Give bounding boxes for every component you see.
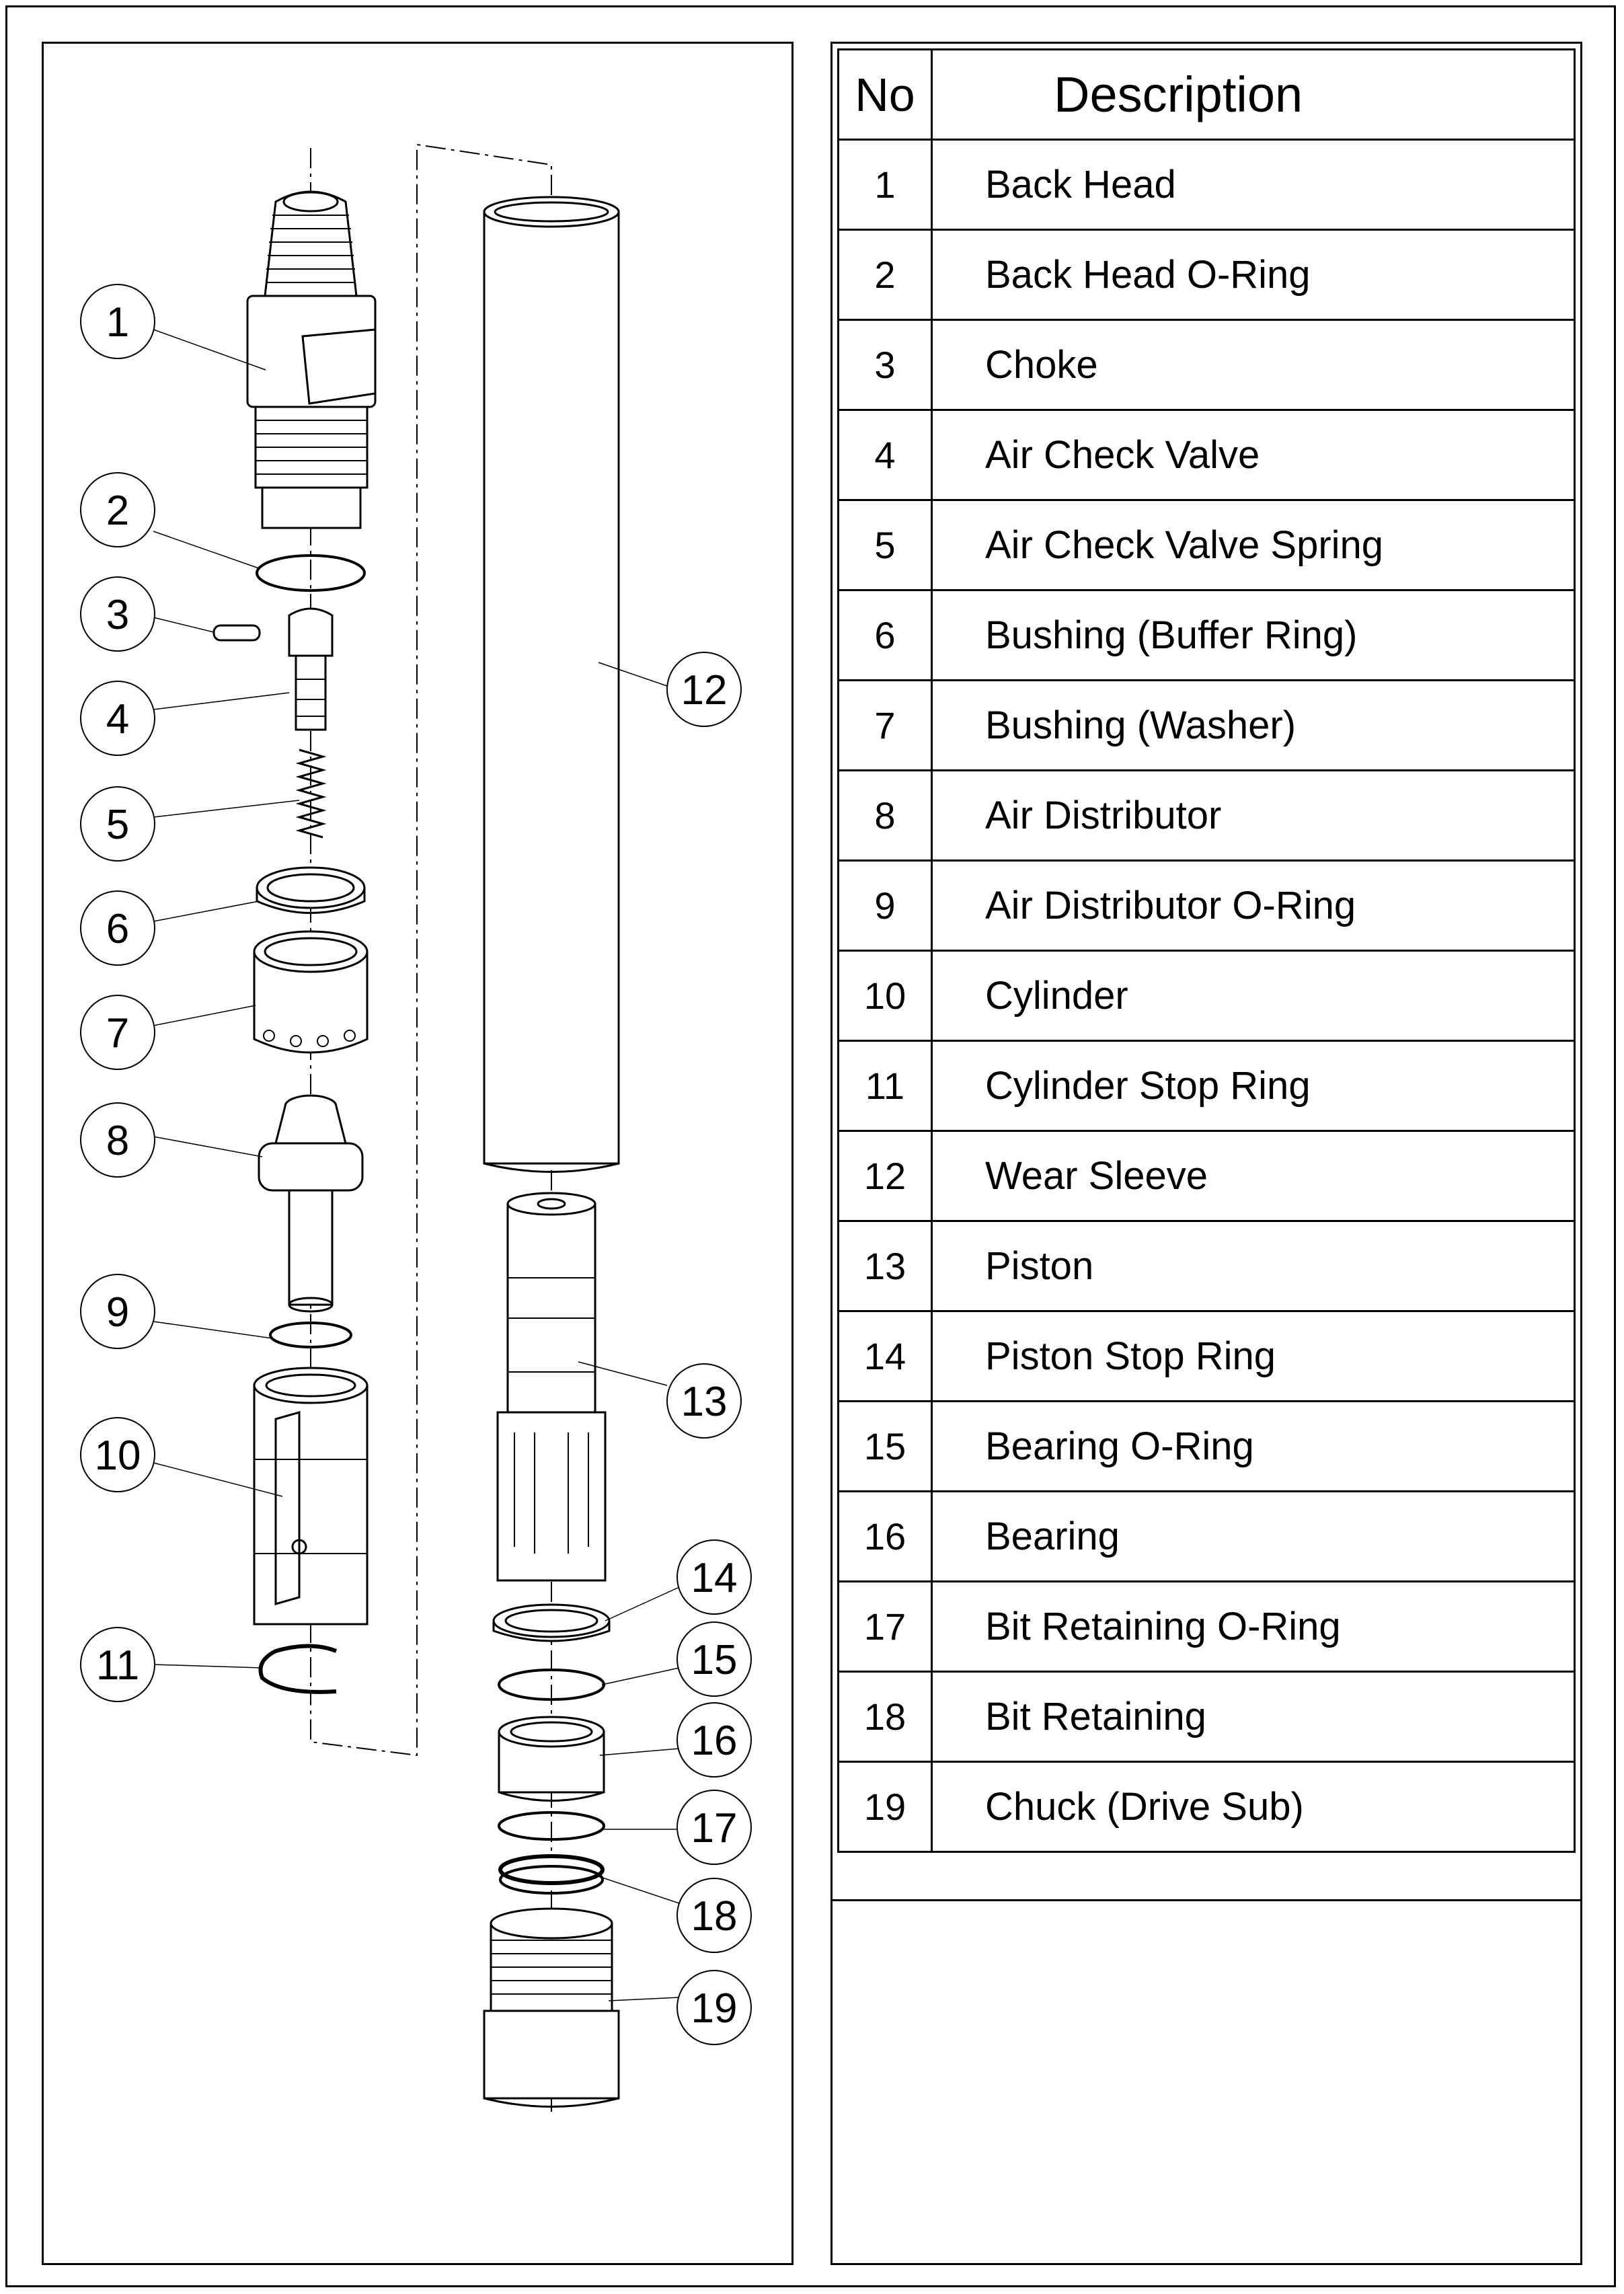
- svg-text:7: 7: [106, 1010, 130, 1057]
- part-number-cell: 2: [839, 230, 932, 320]
- callout-12: [667, 652, 741, 726]
- part-number-cell: 3: [839, 320, 932, 410]
- callout-8: [81, 1103, 155, 1177]
- svg-text:17: 17: [691, 1805, 738, 1851]
- part-number-cell: 12: [839, 1131, 932, 1221]
- svg-text:9: 9: [106, 1289, 130, 1336]
- part-number-cell: 16: [839, 1492, 932, 1582]
- callout-19: [677, 1971, 751, 2044]
- table-row: [839, 320, 1575, 410]
- part-number-cell: 19: [839, 1762, 932, 1852]
- header-description: Description: [932, 50, 1575, 140]
- part-description-cell: Bearing O-Ring: [932, 1402, 1575, 1492]
- part-description-cell: Bushing (Washer): [932, 681, 1575, 771]
- part-number-cell: 6: [839, 590, 932, 681]
- svg-text:1: 1: [106, 299, 130, 346]
- svg-text:18: 18: [691, 1893, 738, 1940]
- table-row: [839, 1402, 1575, 1492]
- svg-text:19: 19: [691, 1985, 738, 2032]
- part-number-cell: 4: [839, 410, 932, 500]
- part-back-head: [247, 192, 375, 528]
- svg-text:6: 6: [106, 906, 130, 952]
- callout-6: [81, 891, 155, 965]
- table-row: [839, 1492, 1575, 1582]
- table-row: [839, 1131, 1575, 1221]
- svg-text:10: 10: [94, 1432, 141, 1479]
- callout-7: [81, 995, 155, 1069]
- table-row: [839, 1762, 1575, 1852]
- part-air-check-valve-spring: [299, 750, 323, 837]
- part-description-cell: Air Distributor: [932, 771, 1575, 861]
- part-description-cell: Bearing: [932, 1492, 1575, 1582]
- part-description-cell: Air Check Valve: [932, 410, 1575, 500]
- svg-text:2: 2: [106, 488, 130, 534]
- part-description-cell: Cylinder Stop Ring: [932, 1041, 1575, 1131]
- part-description-cell: Back Head: [932, 140, 1575, 230]
- part-bit-retaining: [500, 1856, 603, 1893]
- callout-16: [677, 1703, 751, 1777]
- part-number-cell: 5: [839, 500, 932, 590]
- part-description-cell: Bit Retaining O-Ring: [932, 1582, 1575, 1672]
- part-number-cell: 17: [839, 1582, 932, 1672]
- part-description-cell: Air Distributor O-Ring: [932, 861, 1575, 951]
- table-row: [839, 1311, 1575, 1402]
- svg-text:8: 8: [106, 1118, 130, 1164]
- part-number-cell: 18: [839, 1672, 932, 1762]
- svg-text:15: 15: [691, 1637, 738, 1683]
- table-header-row: [839, 50, 1575, 140]
- table-row: [839, 951, 1575, 1041]
- svg-text:3: 3: [106, 592, 130, 638]
- part-description-cell: Back Head O-Ring: [932, 230, 1575, 320]
- callout-2: [81, 473, 155, 547]
- table-row: [839, 1672, 1575, 1762]
- part-chuck-drive-sub: [484, 1909, 619, 2107]
- table-row: [839, 500, 1575, 590]
- table-row: [839, 140, 1575, 230]
- table-row: [839, 1221, 1575, 1311]
- part-air-check-valve: [289, 609, 332, 730]
- part-choke: [214, 625, 260, 640]
- table-row: [839, 771, 1575, 861]
- svg-text:13: 13: [681, 1379, 728, 1425]
- part-description-cell: Piston: [932, 1221, 1575, 1311]
- part-bushing-buffer-ring: [257, 868, 364, 913]
- part-description-cell: Bushing (Buffer Ring): [932, 590, 1575, 681]
- callout-4: [81, 681, 155, 755]
- table-row: [839, 230, 1575, 320]
- part-description-cell: Cylinder: [932, 951, 1575, 1041]
- part-number-cell: 11: [839, 1041, 932, 1131]
- callout-11: [81, 1628, 155, 1702]
- callout-5: [81, 787, 155, 861]
- part-number-cell: 8: [839, 771, 932, 861]
- svg-text:16: 16: [691, 1718, 738, 1764]
- table-row: [839, 410, 1575, 500]
- part-number-cell: 7: [839, 681, 932, 771]
- part-description-cell: Air Check Valve Spring: [932, 500, 1575, 590]
- svg-text:12: 12: [681, 667, 728, 714]
- part-number-cell: 14: [839, 1311, 932, 1402]
- table-bottom-divider: [830, 1899, 1582, 1901]
- part-piston-stop-ring: [494, 1605, 609, 1641]
- part-description-cell: Chuck (Drive Sub): [932, 1762, 1575, 1852]
- part-cylinder-stop-ring: [261, 1646, 337, 1692]
- callout-9: [81, 1274, 155, 1348]
- part-description-cell: Piston Stop Ring: [932, 1311, 1575, 1402]
- part-piston: [498, 1193, 605, 1580]
- part-number-cell: 13: [839, 1221, 932, 1311]
- table-row: [839, 861, 1575, 951]
- svg-text:14: 14: [691, 1555, 738, 1601]
- part-number-cell: 10: [839, 951, 932, 1041]
- part-air-distributor: [259, 1096, 362, 1311]
- part-description-cell: Bit Retaining: [932, 1672, 1575, 1762]
- callout-18: [677, 1878, 751, 1952]
- part-description-cell: Wear Sleeve: [932, 1131, 1575, 1221]
- svg-text:4: 4: [106, 696, 130, 742]
- table-row: [839, 590, 1575, 681]
- svg-text:11: 11: [95, 1642, 140, 1689]
- svg-text:5: 5: [106, 802, 130, 848]
- callout-10: [81, 1418, 155, 1492]
- table-row: [839, 1582, 1575, 1672]
- part-bushing-washer: [254, 931, 367, 1053]
- header-no: No: [839, 50, 932, 140]
- callout-17: [677, 1790, 751, 1864]
- part-cylinder: [254, 1368, 367, 1624]
- part-bearing: [499, 1717, 604, 1801]
- exploded-parts-diagram: [44, 44, 791, 2263]
- callout-3: [81, 577, 155, 651]
- callout-15: [677, 1622, 751, 1696]
- part-wear-sleeve: [484, 197, 619, 1172]
- part-number-cell: 15: [839, 1402, 932, 1492]
- callout-1: [81, 284, 155, 358]
- table-row: [839, 681, 1575, 771]
- table-row: [839, 1041, 1575, 1131]
- parts-list-table: [837, 48, 1576, 1853]
- callout-13: [667, 1364, 741, 1438]
- part-description-cell: Choke: [932, 320, 1575, 410]
- part-number-cell: 1: [839, 140, 932, 230]
- part-number-cell: 9: [839, 861, 932, 951]
- callout-14: [677, 1540, 751, 1614]
